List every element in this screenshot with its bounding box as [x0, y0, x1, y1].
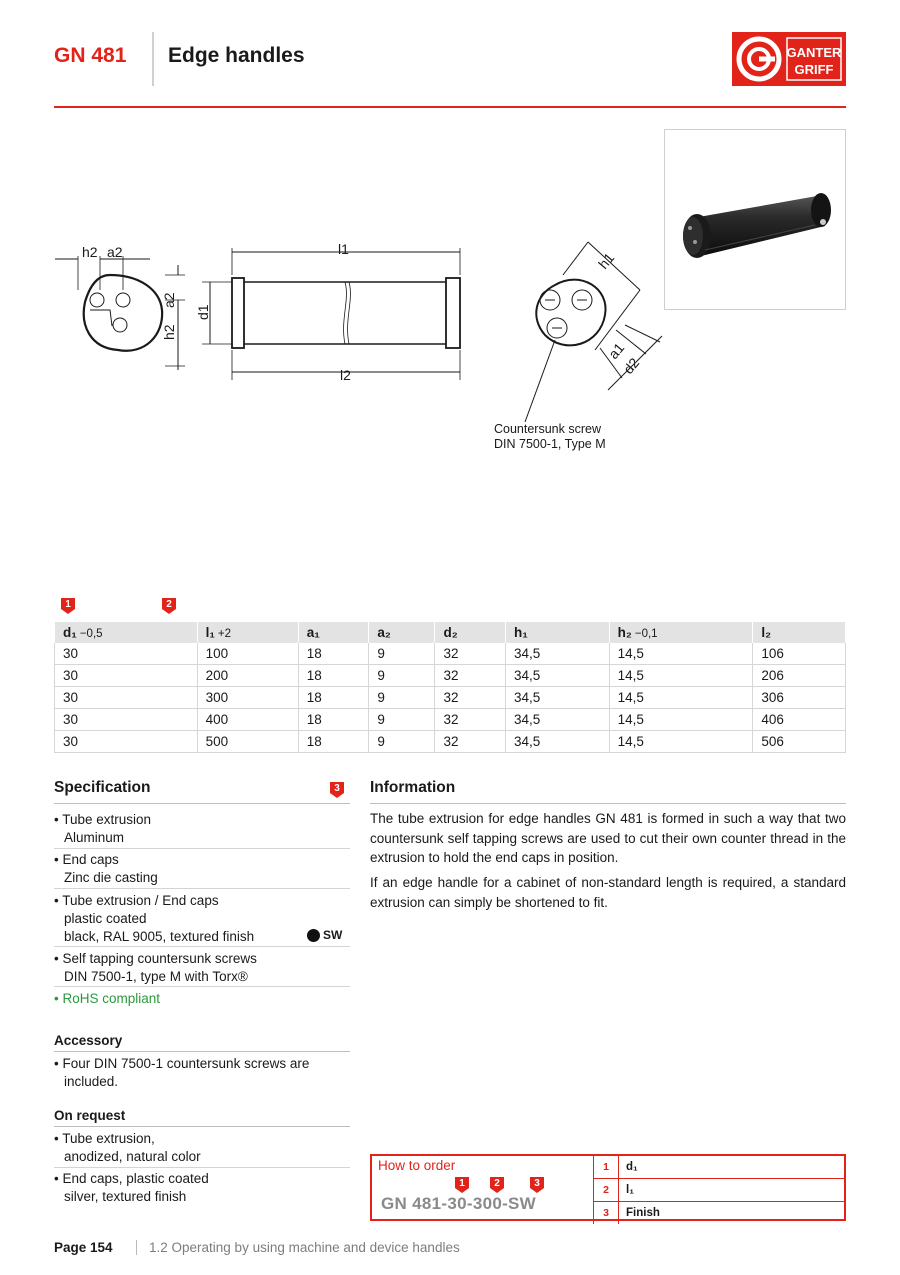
specification-heading: Specification	[54, 779, 151, 796]
accessory-rule	[54, 1051, 350, 1052]
svg-text:a2: a2	[107, 244, 123, 260]
page-title: Edge handles	[168, 44, 305, 67]
cell: 34,5	[506, 709, 610, 731]
order-legend	[593, 1156, 844, 1224]
order-row	[594, 1202, 845, 1225]
marker-3: 3	[330, 782, 344, 798]
on-request-heading: On request	[54, 1108, 126, 1123]
cell: 9	[369, 731, 435, 753]
order-label: d₁	[619, 1156, 845, 1179]
information-paragraph-2: If an edge handle for a cabinet of non-standard length is required, a standard extrusion can simply be shortened to fit.	[370, 875, 846, 910]
cell: 32	[435, 687, 506, 709]
cell: 30	[55, 643, 198, 665]
order-code: GN 481-30-300-SW	[381, 1194, 537, 1213]
cell: 14,5	[609, 643, 753, 665]
divider	[54, 986, 350, 987]
cell: 30	[55, 709, 198, 731]
cell: 30	[55, 665, 198, 687]
cell: 32	[435, 665, 506, 687]
table-header-row	[55, 622, 846, 644]
divider	[54, 848, 350, 849]
cell: 18	[298, 643, 369, 665]
cell: 18	[298, 709, 369, 731]
cell: 9	[369, 687, 435, 709]
col-l2: l₂	[753, 622, 846, 644]
svg-text:h1: h1	[595, 249, 618, 272]
page-number: Page 154	[54, 1240, 113, 1255]
ganter-logo	[732, 32, 846, 86]
accessory-item: • Four DIN 7500-1 countersunk screws are included.	[54, 1056, 310, 1089]
divider	[54, 946, 350, 947]
cell: 14,5	[609, 709, 753, 731]
cell: 406	[753, 709, 846, 731]
footer-separator	[136, 1240, 137, 1255]
svg-text:d1: d1	[195, 304, 211, 320]
marker-2: 2	[162, 598, 176, 614]
finish-code: SW	[323, 928, 343, 942]
cell: 18	[298, 687, 369, 709]
cell: 30	[55, 731, 198, 753]
cell: 306	[753, 687, 846, 709]
information-rule	[370, 803, 846, 804]
cell: 206	[753, 665, 846, 687]
col-d1: d₁ −0,5	[55, 622, 198, 644]
col-h1: h₁	[506, 622, 610, 644]
how-to-order-title: How to order	[378, 1158, 456, 1173]
svg-text:l1: l1	[338, 241, 349, 257]
header-rule	[54, 106, 846, 108]
svg-text:GANTER: GANTER	[786, 45, 842, 60]
svg-text:h2: h2	[82, 244, 98, 260]
screw-note-line1: Countersunk screw	[494, 422, 601, 436]
svg-text:d2: d2	[620, 354, 643, 377]
spec-item: • Self tapping countersunk screws DIN 7500-1, type M with Torx®	[54, 951, 257, 984]
col-a2: a₂	[369, 622, 435, 644]
finish-swatch-black	[307, 929, 320, 942]
on-request-rule	[54, 1126, 350, 1127]
cell: 100	[197, 643, 298, 665]
table-row	[55, 687, 846, 709]
order-num: 3	[594, 1202, 619, 1225]
on-request-item: • Tube extrusion, anodized, natural color	[54, 1131, 201, 1164]
product-code: GN 481	[54, 44, 127, 67]
on-request-item: • End caps, plastic coated silver, textured finish	[54, 1171, 209, 1204]
order-row	[594, 1156, 845, 1179]
cell: 9	[369, 709, 435, 731]
cell: 400	[197, 709, 298, 731]
technical-drawing	[40, 230, 680, 450]
cell: 500	[197, 731, 298, 753]
cell: 14,5	[609, 731, 753, 753]
rohs-item: • RoHS compliant	[54, 991, 161, 1006]
table-row	[55, 731, 846, 753]
dimension-table	[54, 621, 846, 753]
cell: 34,5	[506, 687, 610, 709]
col-h2: h₂ −0,1	[609, 622, 753, 644]
spec-item: • Tube extrusion / End caps plastic coated black, RAL 9005, textured finish	[54, 893, 255, 944]
svg-text:a1: a1	[605, 339, 628, 362]
cell: 14,5	[609, 687, 753, 709]
cell: 34,5	[506, 731, 610, 753]
order-marker-1: 1	[455, 1177, 469, 1193]
spec-item: • Tube extrusion Aluminum	[54, 812, 152, 845]
cell: 9	[369, 665, 435, 687]
svg-text:GRIFF: GRIFF	[794, 62, 834, 77]
information-paragraph-1: The tube extrusion for edge handles GN 481 is formed in such a way that two countersunk self tapping screws are used to cut their own counter thread in the extrusion to hold the end caps in position.	[370, 811, 846, 865]
cell: 9	[369, 643, 435, 665]
information-heading: Information	[370, 779, 456, 796]
chapter-title: 1.2 Operating by using machine and device handles	[149, 1240, 460, 1255]
order-num: 1	[594, 1156, 619, 1179]
cell: 506	[753, 731, 846, 753]
order-label: Finish	[619, 1202, 845, 1225]
order-num: 2	[594, 1179, 619, 1202]
table-row	[55, 643, 846, 665]
spec-item: • End caps Zinc die casting	[54, 852, 158, 885]
tube-view	[202, 248, 460, 380]
cell: 34,5	[506, 665, 610, 687]
marker-1: 1	[61, 598, 75, 614]
col-a1: a₁	[298, 622, 369, 644]
order-row	[594, 1179, 845, 1202]
table-row	[55, 709, 846, 731]
order-marker-2: 2	[490, 1177, 504, 1193]
cell: 200	[197, 665, 298, 687]
cell: 30	[55, 687, 198, 709]
endcap-view	[525, 242, 662, 422]
cell: 32	[435, 709, 506, 731]
cell: 106	[753, 643, 846, 665]
divider	[54, 888, 350, 889]
col-d2: d₂	[435, 622, 506, 644]
cell: 34,5	[506, 643, 610, 665]
accessory-heading: Accessory	[54, 1033, 123, 1048]
cell: 18	[298, 731, 369, 753]
svg-text:h2: h2	[161, 324, 177, 340]
order-label: l₁	[619, 1179, 845, 1202]
col-l1: l₁ +2	[197, 622, 298, 644]
product-photo	[664, 129, 846, 310]
cell: 14,5	[609, 665, 753, 687]
cell: 32	[435, 731, 506, 753]
svg-text:l2: l2	[340, 367, 351, 383]
cell: 18	[298, 665, 369, 687]
specification-rule	[54, 803, 350, 804]
cell: 300	[197, 687, 298, 709]
svg-text:a2: a2	[161, 292, 177, 308]
cell: 32	[435, 643, 506, 665]
order-marker-3: 3	[530, 1177, 544, 1193]
screw-note-line2: DIN 7500-1, Type M	[494, 437, 606, 451]
divider	[54, 1167, 350, 1168]
profile-view	[55, 256, 185, 370]
header-divider	[152, 32, 154, 86]
table-row	[55, 665, 846, 687]
